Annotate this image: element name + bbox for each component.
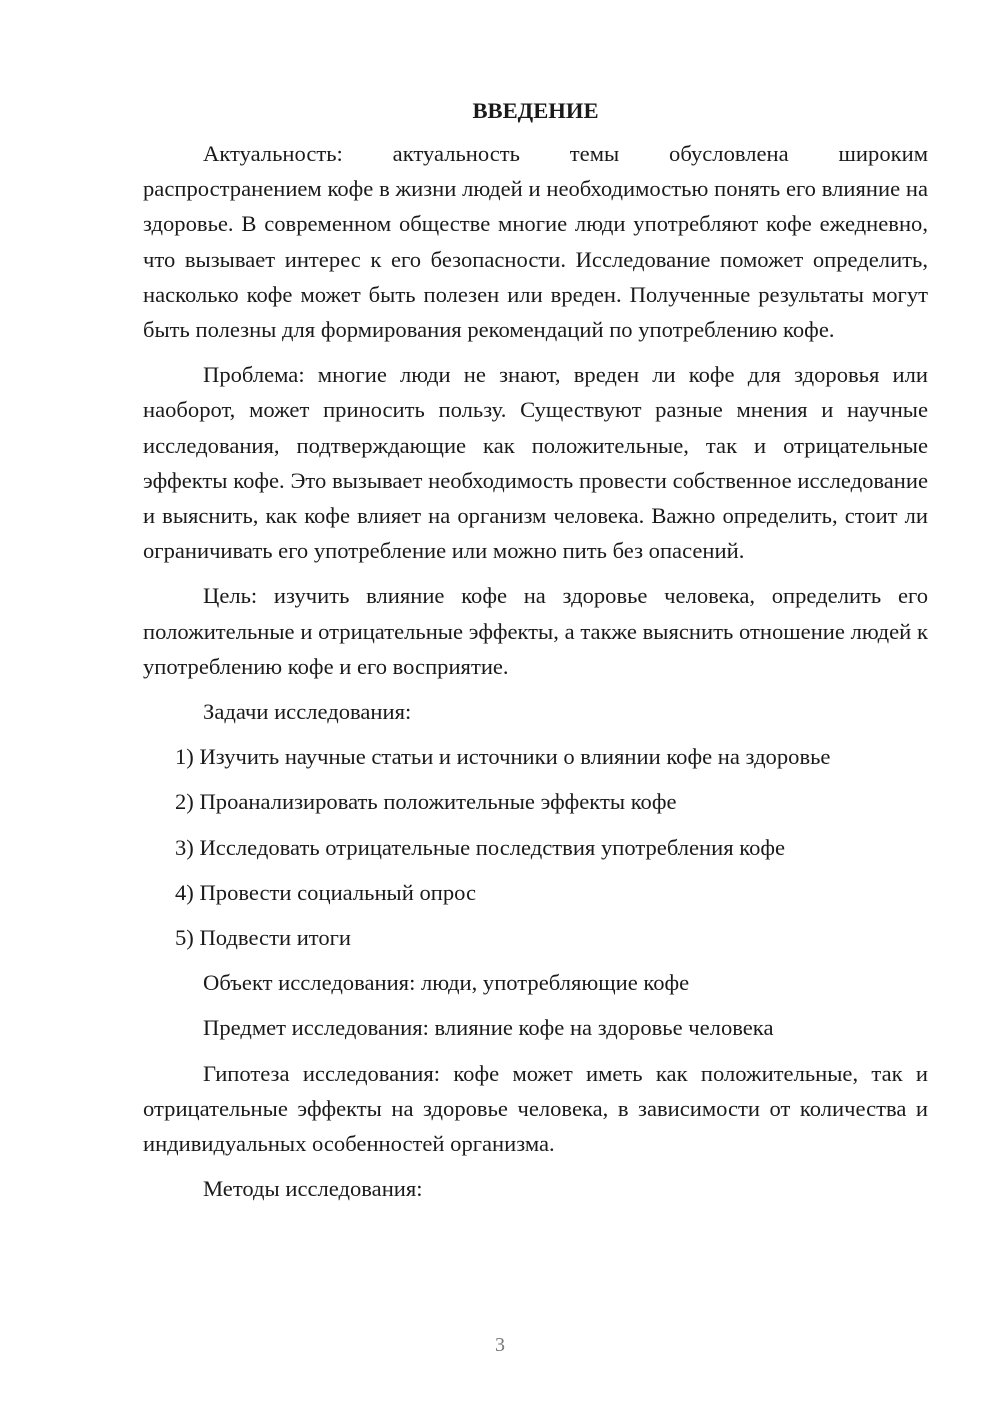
tasks-heading: Задачи исследования: — [203, 699, 412, 725]
paragraph-problem: Проблема: многие люди не знают, вреден ли кофе для здоровья или наоборот, может приносить пользу. Существуют разные мнения и научные исследования, подтверждающие как положительные, так и отрицательные эффекты кофе. Это вызывает необходимость провести собственное исследование и выяснить, как кофе влияет на организм человека. Важно определить, стоит ли ограничивать его употребление или можно пить без опасений. — [143, 362, 928, 564]
paragraph-relevance: Актуальность: актуальность темы обусловлена широким распространением кофе в жизни людей и необходимостью понять его влияние на здоровье. В современном обществе многие люди употребляют кофе ежедневно, что вызывает интерес к его безопасности. Исследование поможет определить, насколько кофе может быть полезен или вреден. Полученные результаты могут быть полезны для формирования рекомендаций по употреблению кофе. — [143, 141, 928, 343]
list-item: 2) Проанализировать положительные эффекты кофе — [175, 789, 677, 815]
section-title: ВВЕДЕНИЕ — [472, 98, 599, 123]
list-item: 5) Подвести итоги — [175, 925, 352, 951]
methods-heading: Методы исследования: — [203, 1176, 423, 1202]
list-item: 4) Провести социальный опрос — [175, 879, 477, 905]
list-item: 1) Изучить научные статьи и источники о влиянии кофе на здоровье — [175, 744, 831, 770]
tasks-list — [143, 739, 928, 955]
research-subject: Предмет исследования: влияние кофе на здоровье человека — [203, 1015, 774, 1041]
paragraph-goal: Цель: изучить влияние кофе на здоровье человека, определить его положительные и отрицательные эффекты, а также выяснить отношение людей к употреблению кофе и его восприятие. — [143, 583, 928, 679]
list-item: 3) Исследовать отрицательные последствия употребления кофе — [175, 834, 786, 860]
research-object: Объект исследования: люди, употребляющие кофе — [203, 970, 690, 996]
page-number: 3 — [495, 1334, 505, 1356]
document-page — [143, 96, 928, 1216]
paragraph-hypothesis: Гипотеза исследования: кофе может иметь как положительные, так и отрицательные эффекты на здоровье человека, в зависимости от количества и индивидуальных особенностей организма. — [143, 1060, 928, 1157]
